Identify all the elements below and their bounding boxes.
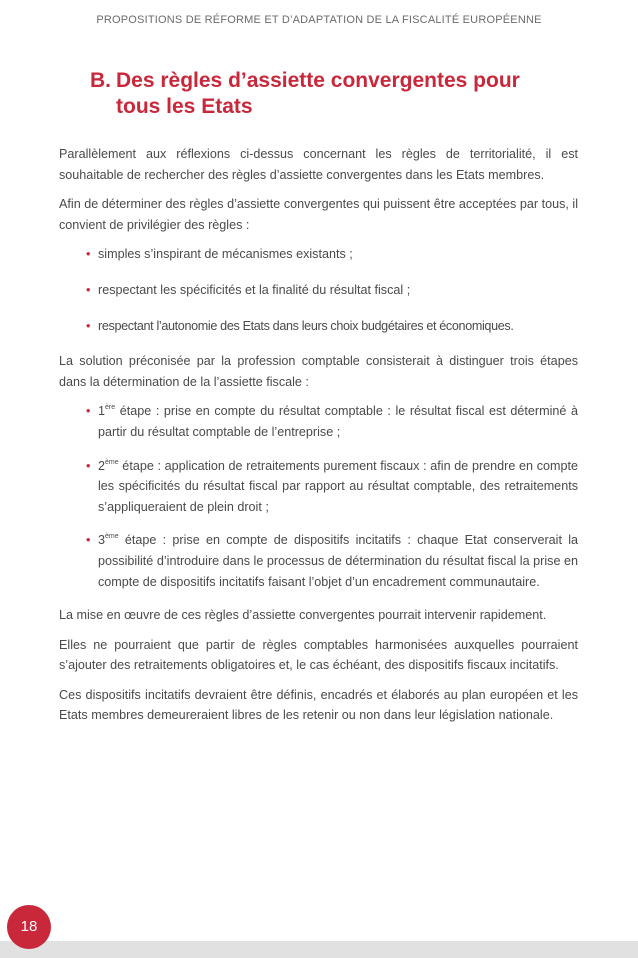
paragraph: Elles ne pourraient que partir de règles comptables harmonisées auxquelles pourraient s’ajouter des retraitements obligatoires et, le cas échéant, des dispositifs fiscaux incitatifs. bbox=[59, 637, 578, 673]
paragraph: Parallèlement aux réflexions ci-dessus concernant les règles de territorialité, il est souhaitable de rechercher des règles d’assiette convergentes dans les Etats membres. bbox=[59, 147, 578, 182]
paragraph: Afin de déterminer des règles d’assiette convergentes qui puissent être acceptées par tous, il convient de privilégier des règles : bbox=[59, 197, 578, 232]
list-item: • 1ère étape : prise en compte du résultat comptable : le résultat fiscal est déterminé à partir du résultat comptable de l’entreprise ; bbox=[86, 401, 578, 442]
bullet-icon: • bbox=[86, 458, 91, 473]
list-item: • simples s’inspirant de mécanismes existants ; bbox=[86, 244, 578, 265]
body-text bbox=[59, 144, 578, 735]
section-title-line1: Des règles d’assiette convergentes pour bbox=[116, 69, 520, 92]
list-item: • 2ème étape : application de retraitements purement fiscaux : afin de prendre en compte les spécificités du résultat fiscal par rapport au résultat comptable, des retraitements s’appliqueraient de plein droit ; bbox=[86, 456, 578, 518]
paragraph: La mise en œuvre de ces règles d’assiette convergentes pourrait intervenir rapidement. bbox=[59, 608, 547, 623]
section-title-line2: tous les Etats bbox=[116, 95, 253, 118]
bullet-icon: • bbox=[86, 247, 91, 262]
section-title bbox=[90, 68, 570, 120]
paragraph: La solution préconisée par la profession comptable consisterait à distinguer trois étapes dans la détermination de la l’assiette fiscale : bbox=[59, 354, 578, 389]
page-number-badge: 18 bbox=[7, 905, 51, 949]
footer-band bbox=[0, 941, 638, 958]
running-header: PROPOSITIONS DE RÉFORME ET D’ADAPTATION DE LA FISCALITÉ EUROPÉENNE bbox=[96, 14, 542, 26]
bullet-icon: • bbox=[86, 404, 91, 419]
list-item: • respectant l’autonomie des Etats dans leurs choix budgétaires et économiques. bbox=[86, 316, 578, 337]
bullet-icon: • bbox=[86, 533, 91, 548]
paragraph: Ces dispositifs incitatifs devraient être définis, encadrés et élaborés au plan européen et les Etats membres demeureraient libres de les retenir ou non dans leur législation nationale. bbox=[59, 687, 578, 723]
section-letter: B. bbox=[90, 69, 111, 92]
bullet-icon: • bbox=[86, 318, 91, 333]
list-item: • respectant les spécificités et la finalité du résultat fiscal ; bbox=[86, 280, 578, 301]
criteria-list bbox=[59, 244, 578, 336]
bullet-icon: • bbox=[86, 282, 91, 297]
list-item: • 3ème étape : prise en compte de dispositifs incitatifs : chaque Etat conserverait la possibilité d’introduire dans le processus de détermination du résultat fiscal la prise en compte de dispositifs incitatifs faisant l’objet d’un encadrement communautaire. bbox=[86, 530, 578, 592]
steps-list bbox=[59, 401, 578, 592]
